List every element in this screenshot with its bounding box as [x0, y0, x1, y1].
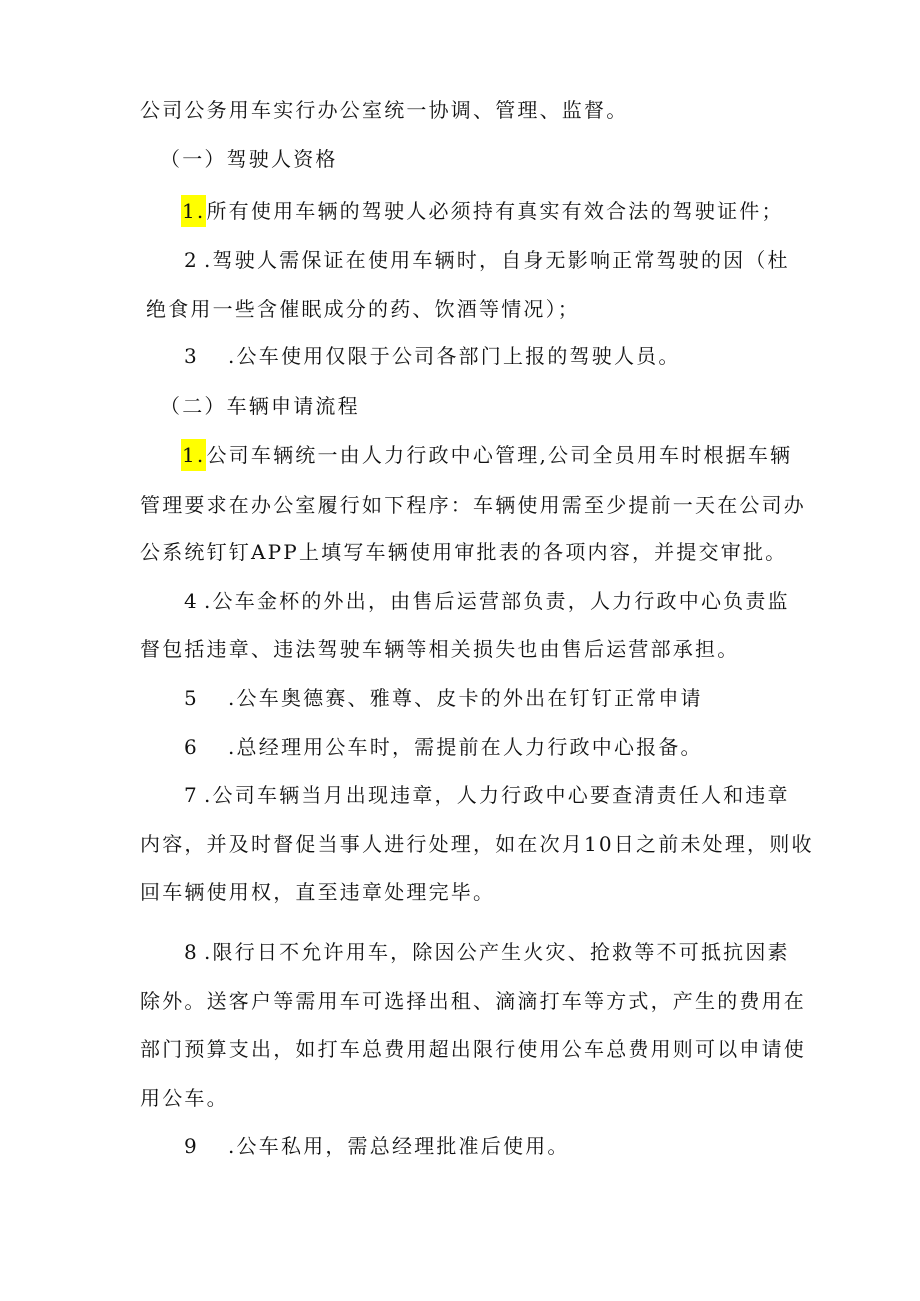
- section-2-item-8-line-1: 8 .限行日不允许用车，除因公产生火灾、抢救等不可抵抗因素: [184, 937, 790, 967]
- item-number: 8: [184, 940, 199, 964]
- section-1-item-2-line-2: 绝食用一些含催眠成分的药、饮酒等情况）；: [146, 297, 580, 321]
- section-2-item-7-line-2: 内容，并及时督促当事人进行处理，如在次月10日之前未处理，则收: [140, 832, 814, 856]
- section-2-item-8-line-4: 用公车。: [140, 1086, 229, 1110]
- section-1-item-1: 1.所有使用车辆的驾驶人必须持有真实有效合法的驾驶证件；: [181, 196, 784, 226]
- item-number: 9: [184, 1134, 199, 1158]
- section-2-item-4-line-2: 督包括违章、违法驾驶车辆等相关损失也由售后运营部承担。: [140, 637, 740, 661]
- section-1-item-2-line-1: 2 .驾驶人需保证在使用车辆时，自身无影响正常驾驶的因（杜: [184, 245, 790, 275]
- section-2-item-8-line-3: 部门预算支出，如打车总费用超出限行使用公车总费用则可以申请使: [140, 1037, 806, 1061]
- intro-paragraph: 公司公务用车实行办公室统一协调、管理、监督。: [140, 98, 629, 122]
- item-number: 5: [184, 686, 199, 710]
- section-2-item-9: 9 .公车私用，需总经理批准后使用。: [184, 1131, 570, 1161]
- highlighted-number: 1.: [181, 439, 206, 471]
- section-2-item-6: 6 .总经理用公车时，需提前在人力行政中心报备。: [184, 732, 703, 762]
- section-1-heading: （一）驾驶人资格: [160, 147, 338, 171]
- section-2-item-1-line-2: 管理要求在办公室履行如下程序：车辆使用需至少提前一天在公司办: [140, 493, 806, 517]
- item-number: 7: [184, 783, 199, 807]
- item-number: 4: [184, 589, 199, 613]
- item-number: 6: [184, 735, 199, 759]
- section-1-item-3: 3 .公车使用仅限于公司各部门上报的驾驶人员。: [184, 341, 681, 371]
- section-2-item-5: 5 .公车奥德赛、雅尊、皮卡的外出在钉钉正常申请: [184, 683, 703, 713]
- section-2-heading: （二）车辆申请流程: [160, 394, 360, 418]
- section-2-item-1-line-3: 公系统钉钉APP上填写车辆使用审批表的各项内容，并提交审批。: [140, 540, 788, 564]
- section-2-item-8-line-2: 除外。送客户等需用车可选择出租、滴滴打车等方式，产生的费用在: [140, 989, 806, 1013]
- section-2-item-7-line-1: 7 .公司车辆当月出现违章，人力行政中心要查清责任人和违章: [184, 780, 790, 810]
- item-number: 3: [184, 344, 199, 368]
- section-2-item-4-line-1: 4 .公车金杯的外出，由售后运营部负责，人力行政中心负责监: [184, 586, 790, 616]
- highlighted-number: 1.: [181, 195, 206, 227]
- section-2-item-1-line-1: 1.公司车辆统一由人力行政中心管理,公司全员用车时根据车辆: [181, 440, 792, 470]
- item-number: 2: [184, 248, 199, 272]
- section-2-item-7-line-3: 回车辆使用权，直至违章处理完毕。: [140, 880, 496, 904]
